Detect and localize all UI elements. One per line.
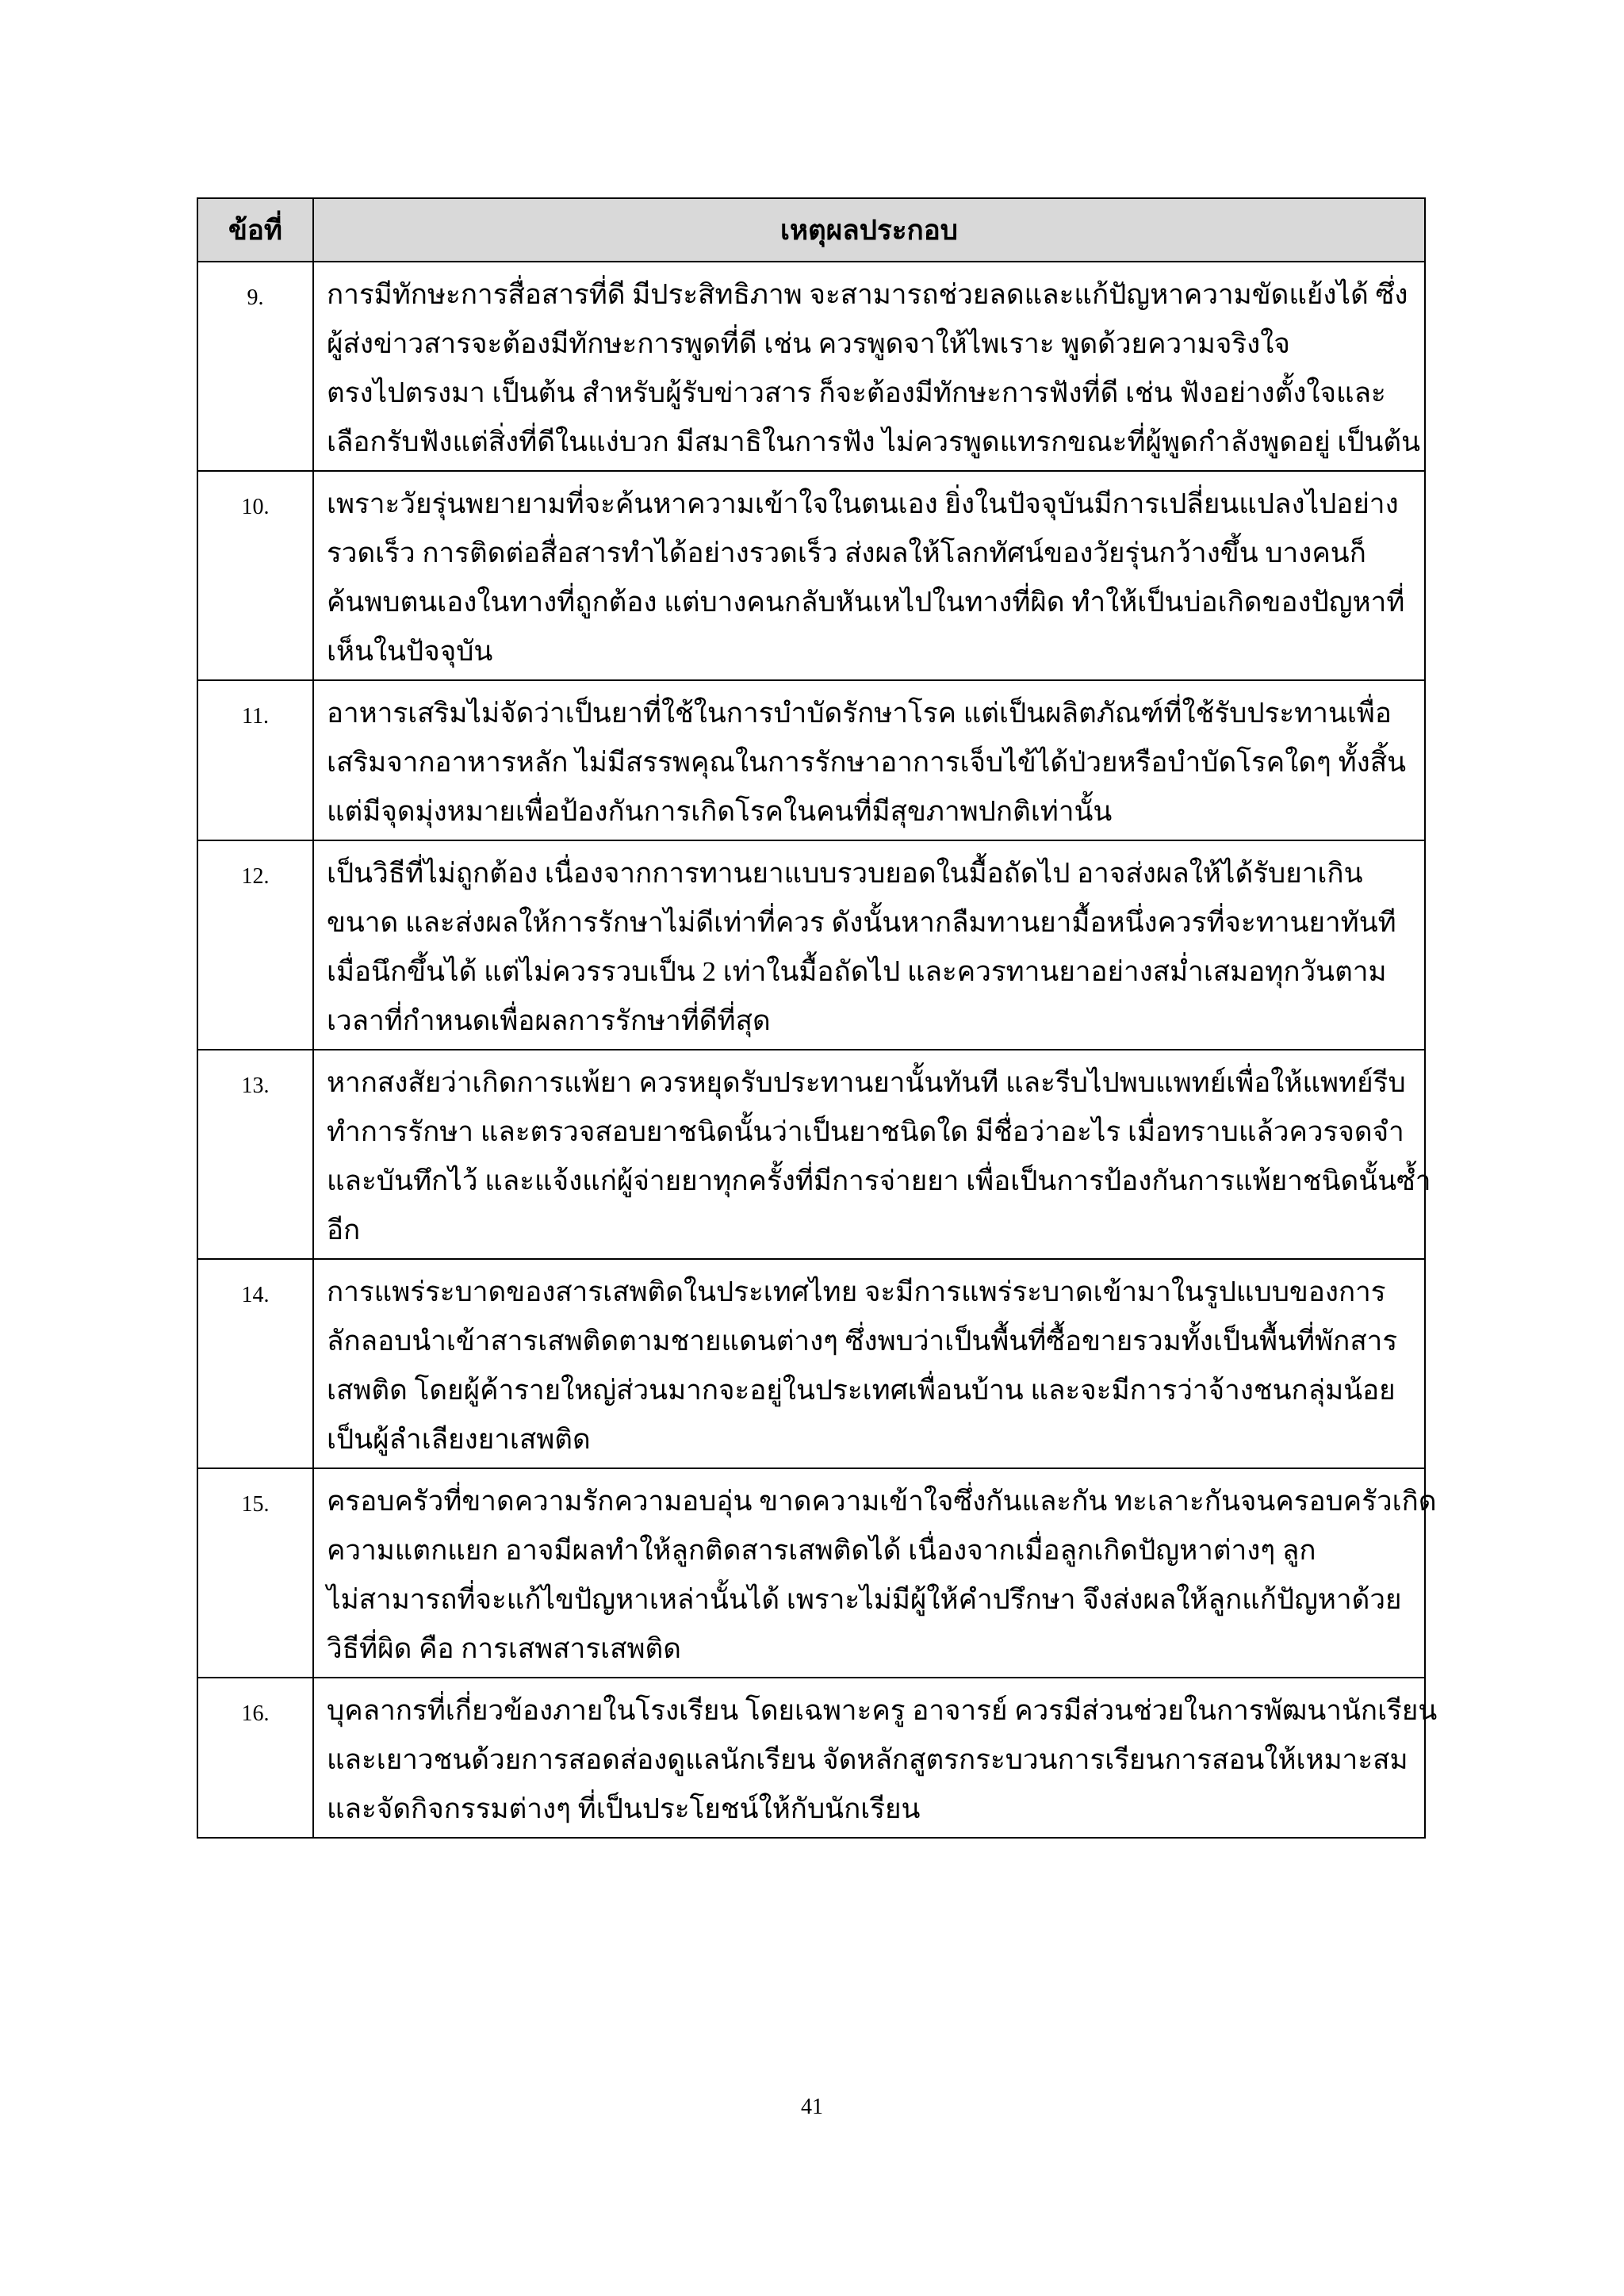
row-reason [313,262,1425,471]
row-number: 13. [197,1050,313,1259]
row-number: 11. [197,680,313,840]
reason-line: รวดเร็ว การติดต่อสื่อสารทำได้อย่างรวดเร็ว ส่งผลให้โลกทัศน์ของวัยรุ่นกว้างขึ้น บางคนก็ [327,538,1366,568]
reason-line: ครอบครัวที่ขาดความรักความอบอุ่น ขาดความเข้าใจซึ่งกันและกัน ทะเลาะกันจนครอบครัวเกิด [327,1486,1437,1517]
reason-line: แต่มีจุดมุ่งหมายเพื่อป้องกันการเกิดโรคในคนที่มีสุขภาพปกติเท่านั้น [327,796,1113,827]
reasons-table [197,197,1438,1839]
reason-line: และเยาวชนด้วยการสอดส่องดูแลนักเรียน จัดหลักสูตรกระบวนการเรียนการสอนให้เหมาะสม [327,1744,1408,1775]
row-reason [313,1468,1437,1678]
reason-line: ตรงไปตรงมา เป็นต้น สำหรับผู้รับข่าวสาร ก็จะต้องมีทักษะการฟังที่ดี เช่น ฟังอย่างตั้งใจและ [327,377,1386,408]
reason-line: เป็นวิธีที่ไม่ถูกต้อง เนื่องจากการทานยาแบบรวบยอดในมื้อถัดไป อาจส่งผลให้ได้รับยาเกิน [327,858,1363,889]
table-row [197,1468,1425,1678]
reason-line: เสพติด โดยผู้ค้ารายใหญ่ส่วนมากจะอยู่ในประเทศเพื่อนบ้าน และจะมีการว่าจ้างชนกลุ่มน้อย [327,1375,1396,1406]
row-reason [313,680,1425,840]
row-reason [313,1259,1425,1468]
reason-line: เห็นในปัจจุบัน [327,636,493,667]
header-reason: เหตุผลประกอบ [313,198,1425,262]
row-number: 14. [197,1259,313,1468]
reason-line: ลักลอบนำเข้าสารเสพติดตามชายแดนต่างๆ ซึ่งพบว่าเป็นพื้นที่ซื้อขายรวมทั้งเป็นพื้นที่พักสาร [327,1326,1398,1357]
reason-line: เสริมจากอาหารหลัก ไม่มีสรรพคุณในการรักษาอาการเจ็บไข้ได้ป่วยหรือบำบัดโรคใดๆ ทั้งสิ้น [327,747,1407,778]
reason-line: หากสงสัยว่าเกิดการแพ้ยา ควรหยุดรับประทานยานั้นทันที และรีบไปพบแพทย์เพื่อให้แพทย์รีบ [327,1067,1406,1098]
reason-line: ขนาด และส่งผลให้การรักษาไม่ดีเท่าที่ควร ดังนั้นหากลืมทานยามื้อหนึ่งควรที่จะทานยาทันที [327,907,1396,938]
table-header-row [197,198,1425,262]
table-row [197,1678,1425,1838]
reason-line: เป็นผู้ลำเลียงยาเสพติด [327,1424,591,1455]
reason-line: ทำการรักษา และตรวจสอบยาชนิดนั้นว่าเป็นยาชนิดใด มีชื่อว่าอะไร เมื่อทราบแล้วควรจดจำ [327,1116,1404,1147]
table-row [197,1259,1425,1468]
reason-line: ไม่สามารถที่จะแก้ไขปัญหาเหล่านั้นได้ เพราะไม่มีผู้ให้คำปรึกษา จึงส่งผลให้ลูกแก้ปัญหาด้วย [327,1584,1402,1615]
reason-line: เวลาที่กำหนดเพื่อผลการรักษาที่ดีที่สุด [327,1005,771,1036]
row-reason [313,840,1425,1050]
reason-line: และจัดกิจกรรมต่างๆ ที่เป็นประโยชน์ให้กับนักเรียน [327,1793,921,1824]
table-row [197,1050,1425,1259]
reason-line: ค้นพบตนเองในทางที่ถูกต้อง แต่บางคนกลับหันเหไปในทางที่ผิด ทำให้เป็นบ่อเกิดของปัญหาที่ [327,587,1405,618]
reason-line: เมื่อนึกขึ้นได้ แต่ไม่ควรรวบเป็น 2 เท่าในมื้อถัดไป และควรทานยาอย่างสม่ำเสมอทุกวันตาม [327,956,1387,987]
row-number: 12. [197,840,313,1050]
reason-line: เลือกรับฟังแต่สิ่งที่ดีในแง่บวก มีสมาธิในการฟัง ไม่ควรพูดแทรกขณะที่ผู้พูดกำลังพูดอยู่ เป็นต้น [327,427,1421,457]
reason-line: วิธีที่ผิด คือ การเสพสารเสพติด [327,1633,681,1664]
table-row [197,262,1425,471]
page-number: 41 [801,2095,823,2119]
row-reason [313,1678,1438,1838]
reason-line: ความแตกแยก อาจมีผลทำให้ลูกติดสารเสพติดได้ เนื่องจากเมื่อลูกเกิดปัญหาต่างๆ ลูก [327,1535,1316,1566]
row-reason [313,471,1425,680]
reason-line: และบันทึกไว้ และแจ้งแก่ผู้จ่ายยาทุกครั้งที่มีการจ่ายยา เพื่อเป็นการป้องกันการแพ้ยาชนิดนั้นซ้ำ [327,1165,1431,1196]
reason-line: อีก [327,1215,361,1246]
table-body [197,262,1438,1838]
table-row [197,471,1425,680]
header-number: ข้อที่ [197,198,313,262]
row-number: 15. [197,1468,313,1678]
reason-line: บุคลากรที่เกี่ยวข้องภายในโรงเรียน โดยเฉพาะครู อาจารย์ ควรมีส่วนช่วยในการพัฒนานักเรียน [327,1695,1438,1726]
row-number: 10. [197,471,313,680]
table-row [197,840,1425,1050]
reason-line: การแพร่ระบาดของสารเสพติดในประเทศไทย จะมีการแพร่ระบาดเข้ามาในรูปแบบของการ [327,1276,1386,1307]
row-reason [313,1050,1431,1259]
reason-line: อาหารเสริมไม่จัดว่าเป็นยาที่ใช้ในการบำบัดรักษาโรค แต่เป็นผลิตภัณฑ์ที่ใช้รับประทานเพื่อ [327,698,1392,729]
reason-line: การมีทักษะการสื่อสารที่ดี มีประสิทธิภาพ จะสามารถช่วยลดและแก้ปัญหาความขัดแย้งได้ ซึ่ง [327,279,1408,310]
row-number: 9. [197,262,313,471]
row-number: 16. [197,1678,313,1838]
reason-line: เพราะวัยรุ่นพยายามที่จะค้นหาความเข้าใจในตนเอง ยิ่งในปัจจุบันมีการเปลี่ยนแปลงไปอย่าง [327,488,1399,519]
table-row [197,680,1425,840]
reason-line: ผู้ส่งข่าวสารจะต้องมีทักษะการพูดที่ดี เช่น ควรพูดจาให้ไพเราะ พูดด้วยความจริงใจ [327,328,1290,359]
